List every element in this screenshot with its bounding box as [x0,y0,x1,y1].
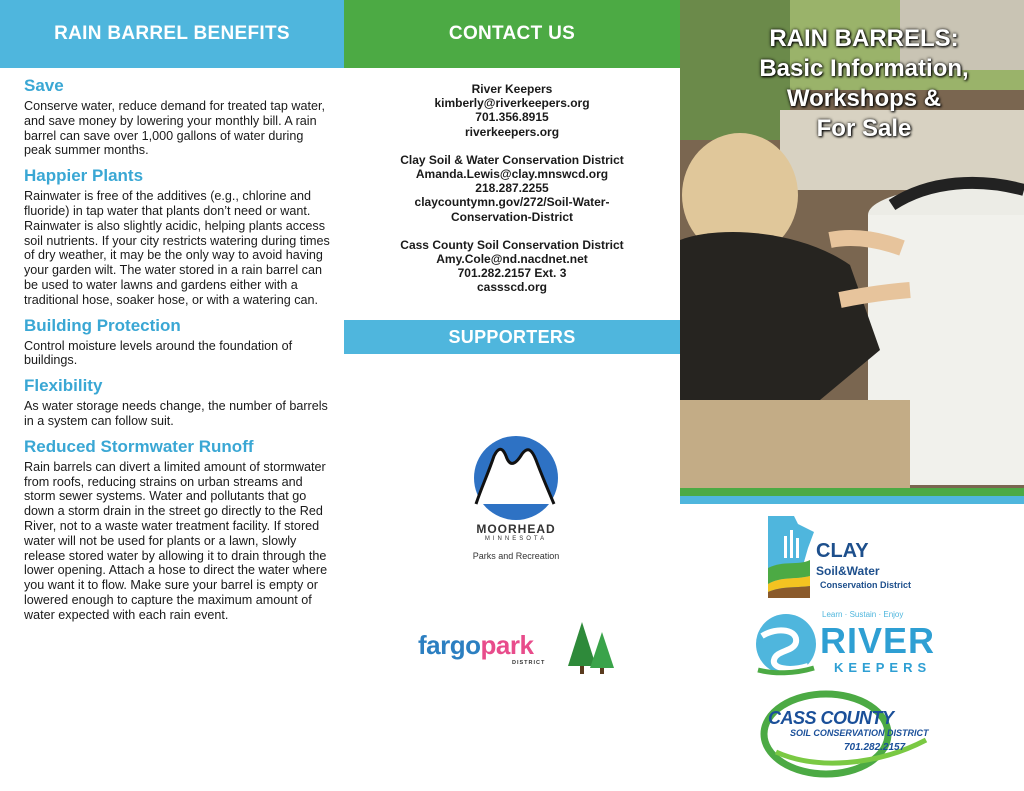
contact-panel [344,0,680,791]
benefit-title: Save [24,76,64,95]
blue-stripe [680,496,1024,504]
cover-title-line: Basic Information, [759,55,969,82]
fargo-district: DISTRICT [512,660,546,666]
river-keepers-river: RIVER [820,620,936,661]
benefit-text: Rainwater is free of the additives (e.g., chlorine and fluoride) in tap water that plants don’t need or want. Rainwater is also slightly acidic, helping plants access soil nutrients. If your city restricts watering during times of dry weather, it may be the only way to avoid having your garden wilt. The water stored in a rain barrel can be used to water lawns and gardens either with a traditional hose, soaker hose, or with a watering can. [24,189,330,307]
cover-title [680,24,1024,144]
fargo-part1: fargo [418,630,481,660]
contact-website-cont[interactable]: Conservation-District [450,209,574,224]
river-keepers-keepers: KEEPERS [834,660,932,675]
benefit-title: Happier Plants [24,166,144,186]
moorhead-emblem-icon [436,434,596,526]
pine-trees-icon [566,620,616,676]
contact-phone: 701.356.8915 [475,110,549,125]
clay-swcd-logo [764,514,954,604]
benefit-text: Conserve water, reduce demand for treated tap water, and save money by lowering your monthly bill. A rain barrel can save over 1,000 gallons of water during peak summer months. [24,99,326,158]
fargo-part2: park [480,630,534,660]
river-swoosh-icon [752,608,818,678]
contact-clay [344,153,680,224]
contact-email[interactable]: Amanda.Lewis@clay.mnswcd.org [415,167,609,182]
benefit-text: Rain barrels can divert a limited amount of stormwater from roofs, reducing strains on urban streams and storm sewer systems. Water and pollutants that go down a storm drain in the street go directly to the Red River, not to a waste water treatment facility. If stored water will not be used for plants or a lawn, slowly release stored water by allowing it to drain through the lower opening. Attach a hose to direct the water where you want it to flow. Make sure your barrel is empty or lowered enough to capture the maximum amount of water expected with each rain event. [24,459,328,622]
river-keepers-tagline: Learn · Sustain · Enjoy [822,610,904,619]
contact-website[interactable]: riverkeepers.org [464,124,560,139]
contact-phone: 701.282.2157 Ext. 3 [457,266,567,281]
benefit-text: As water storage needs change, the number of barrels in a system can follow suit. [24,399,328,428]
moorhead-state: MINNESOTA [484,536,548,542]
benefit-title: Flexibility [24,376,103,396]
green-stripe [680,488,1024,496]
moorhead-sub: Parks and Recreation [472,551,560,561]
cover-title-line: For Sale [816,115,912,142]
clay-subtitle-2: Conservation District [820,580,912,590]
contact-header: CONTACT US [344,0,680,68]
minnesota-state-icon [764,514,816,600]
clay-subtitle: Soil&Water [816,564,880,578]
cass-subtitle: SOIL CONSERVATION DISTRICT [790,728,929,738]
contact-name: River Keepers [471,82,553,96]
cover-photo [680,0,1024,488]
benefits-panel [0,0,344,791]
moorhead-name: MOORHEAD [476,522,556,536]
moorhead-logo [436,434,596,574]
contact-name: Cass County Soil Conservation District [400,237,624,252]
benefits-list [0,68,344,623]
contact-phone: 218.287.2255 [475,181,549,196]
contact-email[interactable]: Amy.Cole@nd.nacdnet.net [436,252,588,267]
contact-river-keepers [344,82,680,139]
cover-panel [680,0,1024,791]
benefits-header: RAIN BARREL BENEFITS [0,0,344,68]
cass-title: CASS COUNTY [768,708,894,728]
contact-email[interactable]: kimberly@riverkeepers.org [434,96,590,111]
contact-cass [344,238,680,295]
fargo-park-logo [416,618,616,678]
cover-title-line: Workshops & [786,85,942,112]
contact-name: Clay Soil & Water Conservation District [400,152,624,167]
contact-website[interactable]: cassscd.org [476,280,548,295]
supporters-header: SUPPORTERS [344,320,680,354]
benefit-text: Control moisture levels around the foundation of buildings. [24,338,293,368]
cover-title-line: RAIN BARRELS: [769,25,959,52]
contact-website[interactable]: claycountymn.gov/272/Soil-Water- [414,195,610,210]
fargo-wordmark [418,630,533,661]
clay-title: CLAY [816,540,869,562]
contact-list [344,68,680,295]
benefit-title: Building Protection [24,315,181,335]
cass-phone: 701.282.2157 [844,742,906,753]
cass-county-logo [756,688,956,778]
river-keepers-logo [752,608,952,688]
benefit-title: Reduced Stormwater Runoff [24,436,254,456]
